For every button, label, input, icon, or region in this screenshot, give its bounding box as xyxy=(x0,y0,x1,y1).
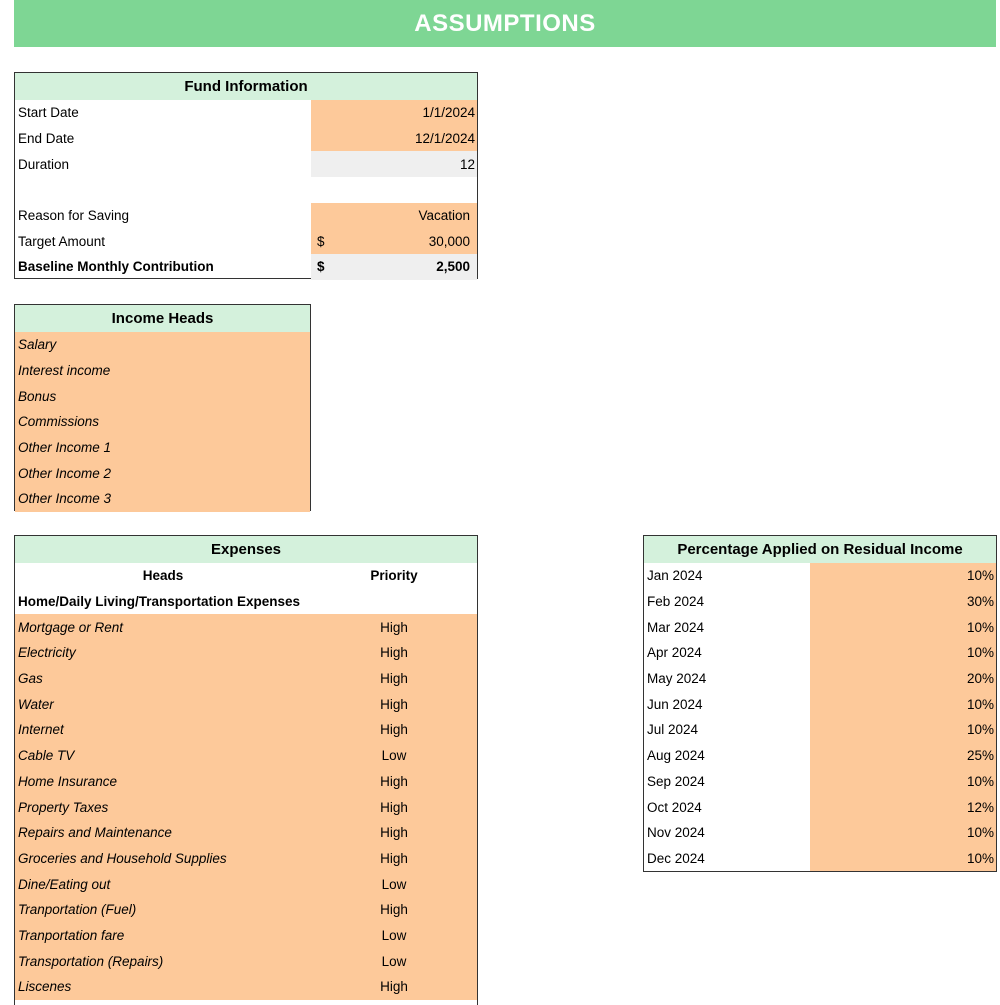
month-label: Jan 2024 xyxy=(647,568,703,584)
expenses-header: Expenses xyxy=(15,536,477,563)
percentage-row xyxy=(644,563,996,589)
expense-name: Repairs and Maintenance xyxy=(18,825,172,841)
expense-priority[interactable]: Low xyxy=(381,953,407,969)
income-label: Salary xyxy=(18,337,57,353)
expense-priority[interactable]: High xyxy=(380,902,408,918)
month-label: Sep 2024 xyxy=(647,773,705,789)
fund-value: 1/1/2024 xyxy=(422,105,475,121)
expense-priority[interactable]: High xyxy=(380,850,408,866)
expense-row[interactable] xyxy=(15,923,477,949)
percentage-value[interactable]: 10% xyxy=(810,717,996,743)
expense-name: Property Taxes xyxy=(18,799,109,815)
expense-row[interactable] xyxy=(15,666,477,692)
fund-label xyxy=(15,177,311,203)
fund-label: Reason for Saving xyxy=(18,208,130,224)
fund-value-cell[interactable] xyxy=(311,254,477,280)
income-item[interactable] xyxy=(15,435,310,461)
month-label: Aug 2024 xyxy=(647,748,705,764)
percentage-value[interactable]: 10% xyxy=(810,846,996,872)
fund-value: 30,000 xyxy=(428,233,470,249)
expense-row[interactable] xyxy=(15,743,477,769)
fund-row xyxy=(15,228,477,254)
percentage-header: Percentage Applied on Residual Income xyxy=(644,536,996,563)
percentage-value[interactable]: 10% xyxy=(810,769,996,795)
fund-information-header: Fund Information xyxy=(15,73,477,100)
priority-column-header: Priority xyxy=(370,568,418,584)
fund-value-cell[interactable] xyxy=(311,203,477,229)
expense-name: Home Insurance xyxy=(18,773,118,789)
percentage-row xyxy=(644,717,996,743)
income-item[interactable] xyxy=(15,486,310,512)
expense-name: Electricity xyxy=(18,645,76,661)
expense-priority[interactable]: Low xyxy=(381,748,407,764)
income-label: Other Income 3 xyxy=(18,491,112,507)
percentage-value[interactable]: 10% xyxy=(810,820,996,846)
expense-row[interactable] xyxy=(15,846,477,872)
month-label: May 2024 xyxy=(647,671,707,687)
expense-priority[interactable]: High xyxy=(380,773,408,789)
currency-symbol: $ xyxy=(317,259,325,275)
fund-row xyxy=(15,203,477,229)
expenses-table xyxy=(14,535,478,1005)
percentage-value[interactable]: 30% xyxy=(810,589,996,615)
expense-row[interactable] xyxy=(15,974,477,1000)
currency-symbol: $ xyxy=(317,233,325,249)
percentage-row xyxy=(644,769,996,795)
percentage-row xyxy=(644,640,996,666)
percentage-value[interactable]: 10% xyxy=(810,614,996,640)
income-label: Other Income 1 xyxy=(18,440,112,456)
percentage-table xyxy=(643,535,997,872)
fund-label: Baseline Monthly Contribution xyxy=(18,259,214,275)
expense-row[interactable] xyxy=(15,871,477,897)
income-item[interactable] xyxy=(15,332,310,358)
percentage-row xyxy=(644,614,996,640)
income-label: Commissions xyxy=(18,414,100,430)
expense-name: Tranportation fare xyxy=(18,927,125,943)
expense-name: Transportation (Repairs) xyxy=(18,953,164,969)
income-item[interactable] xyxy=(15,358,310,384)
percentage-value[interactable]: 10% xyxy=(810,691,996,717)
expense-name: Water xyxy=(18,696,54,712)
fund-value-cell[interactable] xyxy=(311,100,477,126)
month-label: Dec 2024 xyxy=(647,850,705,866)
page-title: ASSUMPTIONS xyxy=(14,0,996,47)
fund-row xyxy=(15,177,477,203)
percentage-row xyxy=(644,846,996,872)
expense-priority[interactable]: High xyxy=(380,825,408,841)
month-label: Oct 2024 xyxy=(647,799,702,815)
fund-label: Start Date xyxy=(18,105,79,121)
expense-priority[interactable]: High xyxy=(380,645,408,661)
expense-name: Liscenes xyxy=(18,979,72,995)
expense-row[interactable] xyxy=(15,897,477,923)
expense-row[interactable] xyxy=(15,948,477,974)
fund-value: Vacation xyxy=(418,208,470,224)
percentage-row xyxy=(644,589,996,615)
expense-priority[interactable]: High xyxy=(380,696,408,712)
expense-row[interactable] xyxy=(15,691,477,717)
expense-name: Tranportation (Fuel) xyxy=(18,902,137,918)
expense-row[interactable] xyxy=(15,717,477,743)
month-label: Jul 2024 xyxy=(647,722,699,738)
month-label: Jun 2024 xyxy=(647,696,703,712)
expense-row[interactable] xyxy=(15,614,477,640)
expense-row[interactable] xyxy=(15,769,477,795)
expense-category: Home/Daily Living/Transportation Expenses xyxy=(18,594,301,610)
expense-priority[interactable]: High xyxy=(380,979,408,995)
fund-label: Duration xyxy=(18,156,70,172)
percentage-value[interactable]: 25% xyxy=(810,743,996,769)
fund-value: 2,500 xyxy=(436,259,470,275)
expense-priority[interactable]: Low xyxy=(381,927,407,943)
expense-priority[interactable]: Low xyxy=(381,876,407,892)
percentage-value[interactable]: 12% xyxy=(810,794,996,820)
expense-row[interactable] xyxy=(15,640,477,666)
expense-name: Internet xyxy=(18,722,64,738)
month-label: Mar 2024 xyxy=(647,619,705,635)
expense-priority[interactable]: High xyxy=(380,722,408,738)
expense-row[interactable] xyxy=(15,820,477,846)
percentage-row xyxy=(644,820,996,846)
expense-name: Mortgage or Rent xyxy=(18,619,124,635)
income-item[interactable] xyxy=(15,460,310,486)
fund-value-cell[interactable] xyxy=(311,228,477,254)
fund-information-table xyxy=(14,72,478,279)
income-heads-header: Income Heads xyxy=(15,305,310,332)
expense-priority[interactable]: High xyxy=(380,799,408,815)
fund-row xyxy=(15,151,477,177)
percentage-value[interactable]: 10% xyxy=(810,640,996,666)
month-label: Nov 2024 xyxy=(647,825,705,841)
percentage-value[interactable]: 20% xyxy=(810,666,996,692)
expense-name: Dine/Eating out xyxy=(18,876,111,892)
expense-row[interactable] xyxy=(15,794,477,820)
fund-value: 12 xyxy=(459,156,475,172)
percentage-row xyxy=(644,666,996,692)
month-label: Feb 2024 xyxy=(647,594,705,610)
month-label: Apr 2024 xyxy=(647,645,702,661)
fund-label: Target Amount xyxy=(18,233,106,249)
expense-name: Groceries and Household Supplies xyxy=(18,850,227,866)
income-label: Other Income 2 xyxy=(18,465,112,481)
fund-value-cell[interactable] xyxy=(311,177,477,203)
fund-row xyxy=(15,254,477,280)
percentage-value[interactable]: 10% xyxy=(810,563,996,589)
heads-column-header: Heads xyxy=(142,568,184,584)
fund-value-cell[interactable] xyxy=(311,126,477,152)
percentage-row xyxy=(644,794,996,820)
fund-value: 12/1/2024 xyxy=(414,131,475,147)
income-item[interactable] xyxy=(15,383,310,409)
percentage-row xyxy=(644,691,996,717)
fund-row xyxy=(15,126,477,152)
expense-priority[interactable]: High xyxy=(380,671,408,687)
fund-value-cell[interactable] xyxy=(311,151,477,177)
percentage-row xyxy=(644,743,996,769)
fund-label: End Date xyxy=(18,131,75,147)
income-label: Interest income xyxy=(18,363,111,379)
income-item[interactable] xyxy=(15,409,310,435)
expense-name: Gas xyxy=(18,671,43,687)
expense-name: Cable TV xyxy=(18,748,75,764)
income-heads-table xyxy=(14,304,311,511)
fund-row xyxy=(15,100,477,126)
expense-priority[interactable]: High xyxy=(380,619,408,635)
income-label: Bonus xyxy=(18,388,57,404)
